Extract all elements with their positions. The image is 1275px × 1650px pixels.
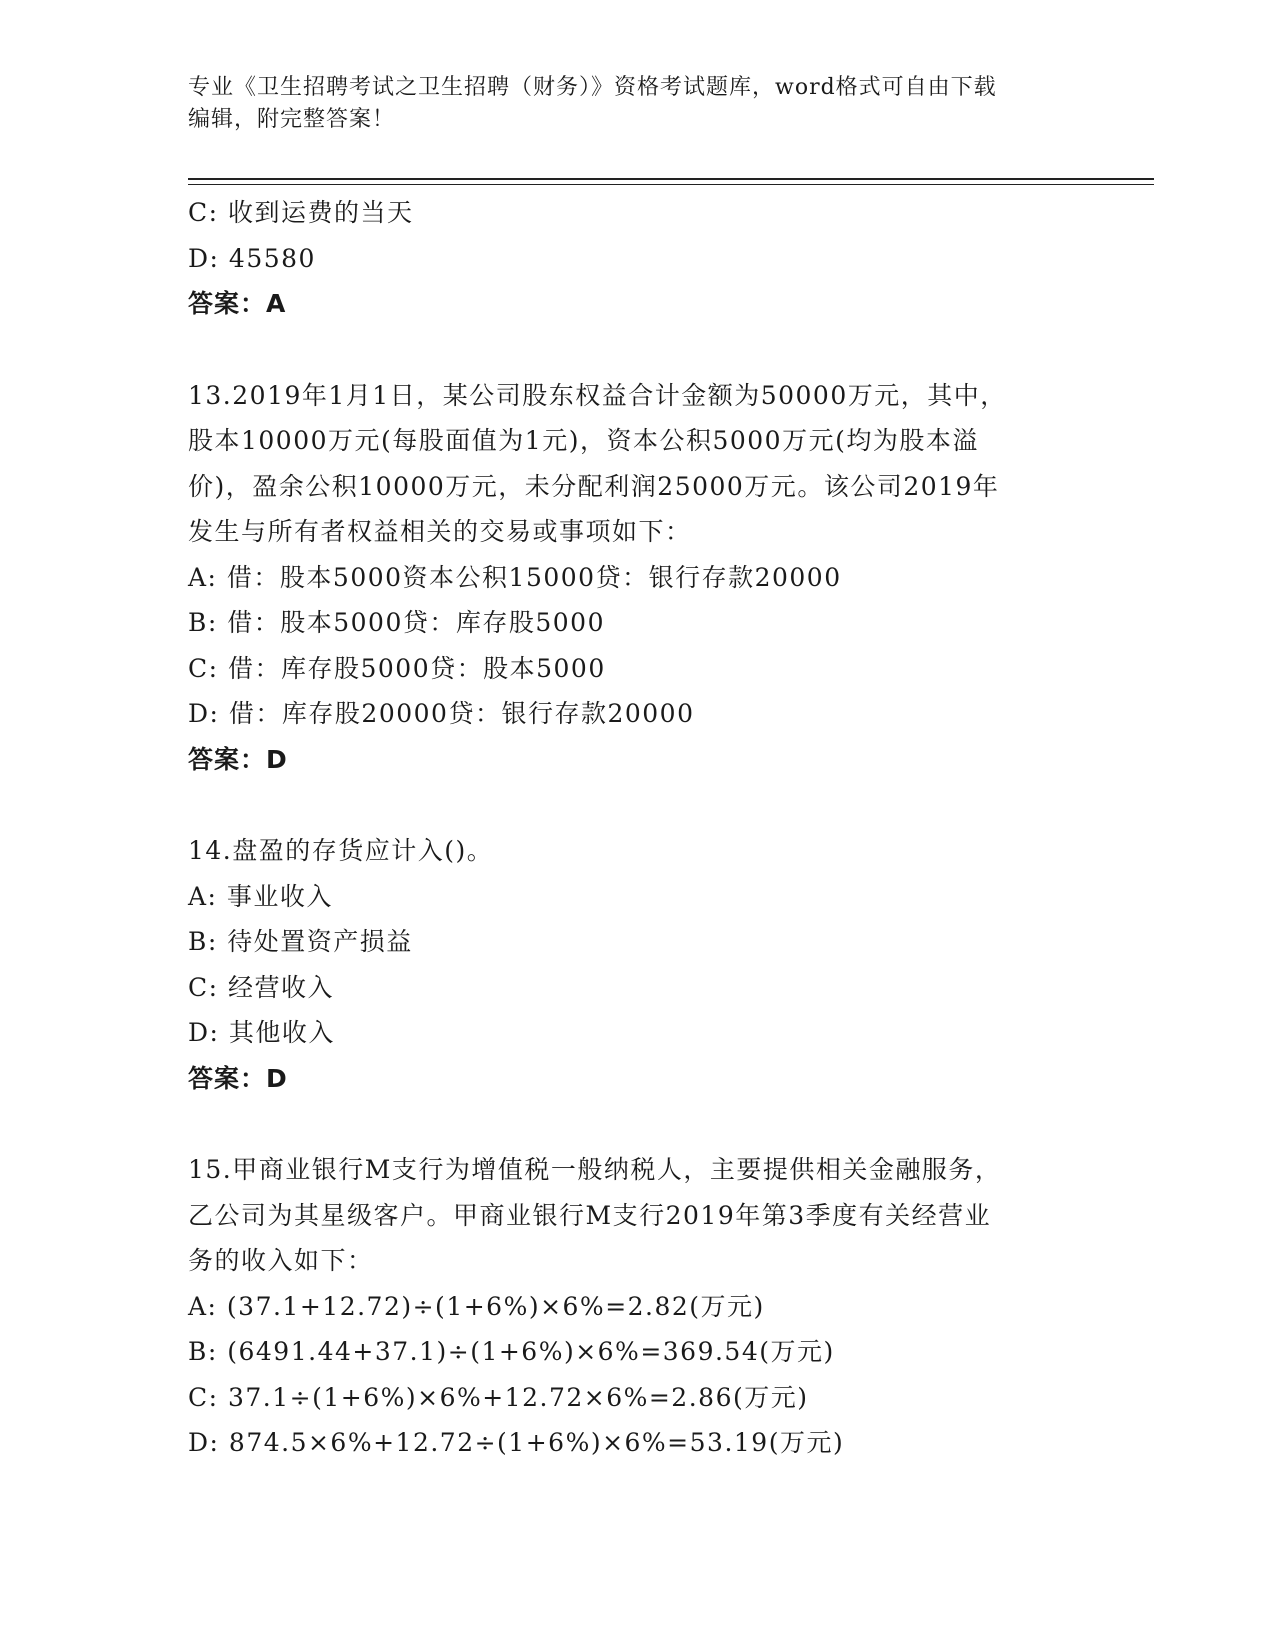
question-13 bbox=[188, 373, 1088, 783]
question-12-tail bbox=[188, 190, 1088, 327]
option-b: B: 待处置资产损益 bbox=[188, 927, 413, 956]
header-divider-thick bbox=[188, 178, 1154, 180]
option-b: B: 借：股本5000贷：库存股5000 bbox=[188, 608, 605, 637]
question-stem-line: 15.甲商业银行M支行为增值税一般纳税人，主要提供相关金融服务， bbox=[188, 1155, 1002, 1184]
spacer bbox=[188, 782, 1088, 828]
option-a: A: (37.1+12.72)÷(1+6%)×6%=2.82(万元) bbox=[188, 1291, 765, 1321]
option-c: C: 经营收入 bbox=[188, 972, 334, 1002]
option-c: C: 收到运费的当天 bbox=[188, 198, 414, 227]
header-line-2: 编辑，附完整答案！ bbox=[188, 107, 396, 132]
document-header bbox=[188, 72, 1068, 136]
option-c: C: 借：库存股5000贷：股本5000 bbox=[188, 653, 606, 683]
option-a: A: 事业收入 bbox=[188, 881, 333, 911]
question-14 bbox=[188, 828, 1088, 1101]
question-stem-line: 价)，盈余公积10000万元，未分配利润25000万元。该公司2019年 bbox=[188, 471, 1000, 501]
question-stem-line: 14.盘盈的存货应计入()。 bbox=[188, 836, 494, 865]
question-stem-line: 务的收入如下： bbox=[188, 1246, 374, 1275]
question-stem-line: 股本10000万元(每股面值为1元)，资本公积5000万元(均为股本溢 bbox=[188, 426, 979, 455]
option-a: A: 借：股本5000资本公积15000贷：银行存款20000 bbox=[188, 562, 842, 592]
answer-label: 答案：D bbox=[188, 744, 288, 774]
question-stem-line: 发生与所有者权益相关的交易或事项如下： bbox=[188, 517, 692, 546]
option-b: B: (6491.44+37.1)÷(1+6%)×6%=369.54(万元) bbox=[188, 1337, 835, 1366]
spacer bbox=[188, 327, 1088, 373]
header-divider-thin bbox=[188, 184, 1154, 185]
option-d: D: 45580 bbox=[188, 243, 316, 273]
answer-label: 答案：D bbox=[188, 1063, 288, 1093]
question-stem-line: 13.2019年1月1日，某公司股东权益合计金额为50000万元，其中， bbox=[188, 380, 1007, 410]
spacer bbox=[188, 1101, 1088, 1147]
question-stem-line: 乙公司为其星级客户。甲商业银行M支行2019年第3季度有关经营业 bbox=[188, 1200, 992, 1230]
header-line-1: 专业《卫生招聘考试之卫生招聘（财务）》资格考试题库，word格式可自由下载 bbox=[188, 75, 997, 100]
option-d: D: 874.5×6%+12.72÷(1+6%)×6%=53.19(万元) bbox=[188, 1428, 845, 1457]
question-15 bbox=[188, 1147, 1088, 1466]
option-d: D: 其他收入 bbox=[188, 1018, 335, 1047]
question-list bbox=[188, 190, 1088, 1466]
option-d: D: 借：库存股20000贷：银行存款20000 bbox=[188, 699, 695, 728]
answer-label: 答案：A bbox=[188, 289, 287, 318]
option-c: C: 37.1÷(1+6%)×6%+12.72×6%=2.86(万元) bbox=[188, 1382, 809, 1412]
